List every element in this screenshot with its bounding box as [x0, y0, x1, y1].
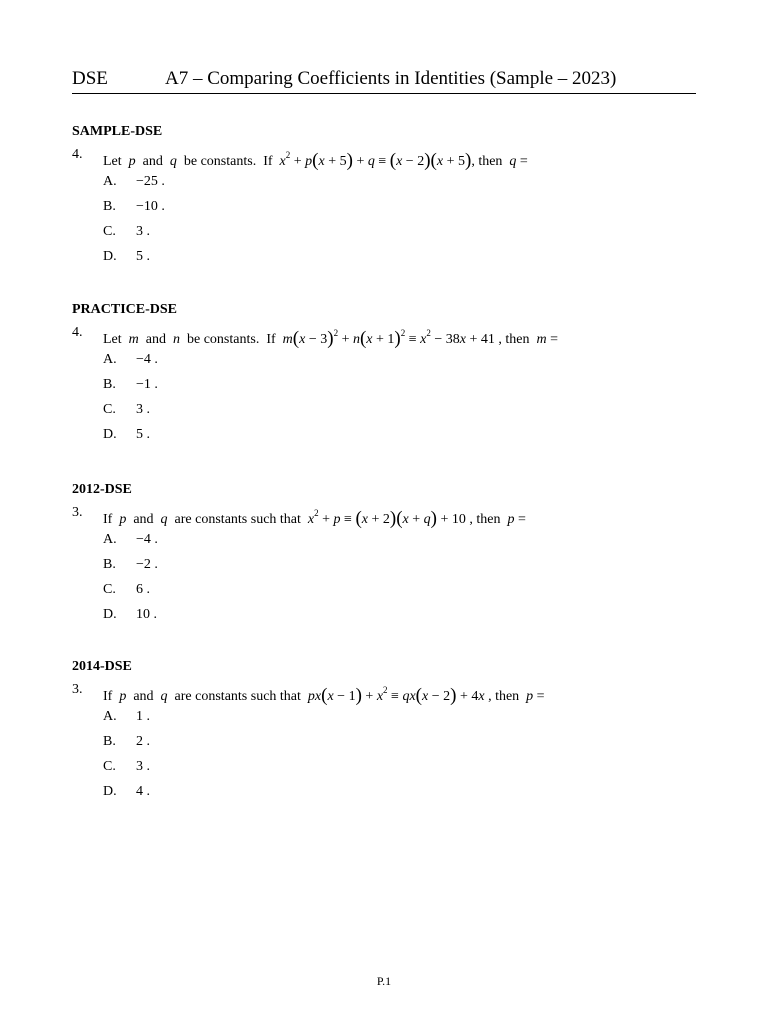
question-number: 4. [72, 325, 83, 340]
option-a [72, 347, 692, 372]
question-number: 4. [72, 147, 83, 162]
option-value: −4 . [136, 532, 158, 547]
option-d [72, 602, 692, 627]
question-number: 3. [72, 682, 83, 697]
option-letter: C. [103, 224, 116, 239]
option-letter: A. [103, 352, 117, 367]
option-value: 10 . [136, 607, 157, 622]
option-value: 1 . [136, 709, 150, 724]
page-title: A7 – Comparing Coefficients in Identities (Sample – 2023) [165, 68, 617, 89]
section-title: SAMPLE-DSE [72, 124, 163, 139]
option-c [72, 577, 692, 602]
question [72, 676, 692, 704]
page-number: P.1 [376, 974, 392, 988]
option-value: −2 . [136, 557, 158, 572]
question-prefix: Let [103, 332, 122, 347]
option-d [72, 779, 692, 804]
option-d [72, 244, 692, 269]
answer-options [72, 169, 692, 269]
option-letter: C. [103, 582, 116, 597]
section-sample-dse [72, 123, 692, 269]
option-a [72, 169, 692, 194]
option-b [72, 194, 692, 219]
option-b [72, 729, 692, 754]
section-practice-dse [72, 301, 692, 447]
option-letter: C. [103, 759, 116, 774]
section-title: PRACTICE-DSE [72, 302, 178, 317]
option-letter: D. [103, 784, 117, 799]
section-2012-dse [72, 481, 692, 627]
option-c [72, 397, 692, 422]
option-letter: A. [103, 709, 117, 724]
option-a [72, 527, 692, 552]
option-letter: D. [103, 249, 117, 264]
page-header [72, 66, 696, 94]
question-prefix: If [103, 689, 113, 704]
option-b [72, 552, 692, 577]
option-letter: B. [103, 199, 116, 214]
option-value: 3 . [136, 402, 150, 417]
question-text: Let m and n be constants. If $m(x - 3)^2 + n(x + 1)^2 \equiv x^2 - 38x + 41$ , then m = [103, 328, 559, 349]
option-value: 5 . [136, 249, 150, 264]
answer-options [72, 704, 692, 804]
question [72, 141, 692, 169]
question-number: 3. [72, 505, 83, 520]
question-text: If p and q are constants such that $x^2 + p \equiv (x + 2)(x + q) + 10$ , then p = [103, 508, 526, 529]
question-text: Let p and q be constants. If $x^2 + p(x + 5) + q \equiv (x - 2)(x + 5)$, then q = [103, 150, 528, 171]
option-value: −10 . [136, 199, 165, 214]
option-value: −1 . [136, 377, 158, 392]
option-a [72, 704, 692, 729]
section-title: 2012-DSE [72, 482, 132, 497]
question-text: If p and q are constants such that $px(x - 1) + x^2 \equiv qx(x - 2) + 4x$ , then p = [103, 685, 545, 706]
option-letter: B. [103, 734, 116, 749]
answer-options [72, 527, 692, 627]
option-value: 3 . [136, 224, 150, 239]
option-letter: D. [103, 427, 117, 442]
option-letter: B. [103, 377, 116, 392]
option-value: 5 . [136, 427, 150, 442]
option-value: 2 . [136, 734, 150, 749]
option-letter: A. [103, 174, 117, 189]
option-value: 6 . [136, 582, 150, 597]
option-c [72, 754, 692, 779]
option-value: 4 . [136, 784, 150, 799]
section-title: 2014-DSE [72, 659, 132, 674]
question [72, 319, 692, 347]
option-letter: D. [103, 607, 117, 622]
question-prefix: If [103, 512, 113, 527]
option-d [72, 422, 692, 447]
option-b [72, 372, 692, 397]
exam-label: DSE [72, 68, 108, 89]
option-c [72, 219, 692, 244]
option-letter: C. [103, 402, 116, 417]
option-value: −4 . [136, 352, 158, 367]
option-value: 3 . [136, 759, 150, 774]
question [72, 499, 692, 527]
answer-options [72, 347, 692, 447]
option-letter: A. [103, 532, 117, 547]
question-prefix: Let [103, 154, 122, 169]
section-2014-dse [72, 658, 692, 804]
option-letter: B. [103, 557, 116, 572]
option-value: −25 . [136, 174, 165, 189]
